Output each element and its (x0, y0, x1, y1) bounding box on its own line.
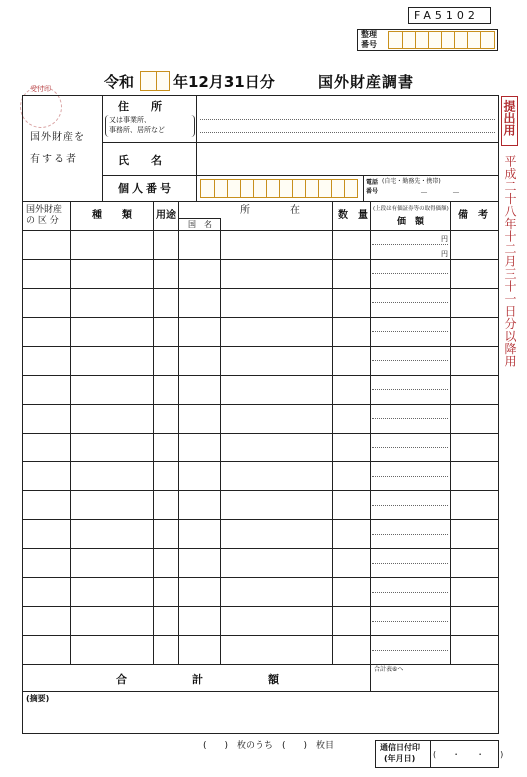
value-split-line (372, 505, 448, 506)
seiri-bango-input[interactable] (388, 31, 495, 49)
phone-label-2: 番号 (366, 188, 379, 195)
col-shozai-1: 所 (240, 205, 250, 216)
value-split-line (372, 360, 448, 361)
total-value-input[interactable] (372, 676, 497, 690)
value-split-line (372, 331, 448, 332)
address-label: 住 所 (118, 100, 162, 113)
col-kagaku: 価 額 (397, 217, 425, 227)
sheet-count: ( ) 枚のうち ( ) 枚目 (203, 741, 335, 751)
mynumber-label: 個人番号 (118, 182, 174, 195)
date-suffix: 年12月31日分 (173, 73, 275, 91)
col-shozai-2: 在 (290, 205, 300, 216)
value-split-line (372, 244, 448, 245)
name-input[interactable] (198, 144, 497, 174)
col-biko: 備 考 (458, 210, 488, 221)
address-note-2: 事務所、居所など (109, 126, 165, 134)
name-label: 氏 名 (118, 154, 162, 167)
value-split-line (372, 273, 448, 274)
col-shurui: 種 類 (92, 210, 132, 221)
page-title: 国外財産調書 (318, 73, 415, 91)
col-suryo: 数 量 (338, 210, 368, 221)
total-label-1: 合 (116, 673, 127, 686)
owner-group-label-1: 国外財産を (30, 132, 85, 143)
owner-group-label-2: 有する者 (30, 154, 78, 165)
tsushin-value: ( ・ ・ ) (433, 750, 504, 759)
value-split-line (372, 592, 448, 593)
value-split-line (372, 621, 448, 622)
era-label: 令和 (104, 73, 135, 91)
teishutsu-label: 提出用 (502, 100, 516, 136)
address-guide-2 (200, 132, 495, 133)
col-kubun-1: 国外財産 (26, 205, 63, 215)
seiri-label-1: 整理 (361, 30, 377, 39)
value-split-line (372, 418, 448, 419)
total-label-3: 額 (268, 673, 279, 686)
total-note: 合計表⑥へ (374, 666, 404, 673)
col-kubun-2: の 区 分 (26, 216, 59, 226)
summary-input[interactable] (70, 696, 495, 730)
summary-label: (摘要) (26, 694, 50, 703)
tsushin-label-1: 通信日付印 (380, 743, 420, 752)
value-split-line (372, 389, 448, 390)
era-year-input[interactable] (140, 71, 170, 91)
total-label-2: 計 (192, 673, 203, 686)
address-guide-1 (200, 119, 495, 120)
value-split-line (372, 650, 448, 651)
value-split-line (372, 302, 448, 303)
applicability-label: 平成二十八年十二月三十一日分以降用 (503, 155, 517, 368)
col-kagaku-note: (上段は有価証券等の取得価額) (373, 206, 449, 212)
value-split-line (372, 534, 448, 535)
phone-note: (自宅・勤務先・携帯) (382, 178, 441, 185)
value-split-line (372, 563, 448, 564)
phone-separators: － － (420, 188, 460, 197)
mynumber-input[interactable] (200, 179, 358, 198)
uketsuke-stamp-label: 受付印 (30, 85, 51, 93)
col-kokumei: 国 名 (188, 220, 212, 229)
phone-input[interactable] (380, 186, 496, 200)
value-split-line (372, 476, 448, 477)
form-code: FA5102 (414, 9, 479, 22)
address-note-1: 又は事業所、 (109, 116, 151, 124)
phone-label-1: 電話 (366, 179, 379, 186)
yen-unit-2: 円 (441, 250, 448, 258)
yen-unit-1: 円 (441, 235, 448, 243)
tsushin-label-2: (年月日) (384, 754, 416, 763)
seiri-label-2: 番号 (361, 40, 377, 49)
col-yoto: 用途 (156, 210, 176, 221)
value-split-line (372, 447, 448, 448)
